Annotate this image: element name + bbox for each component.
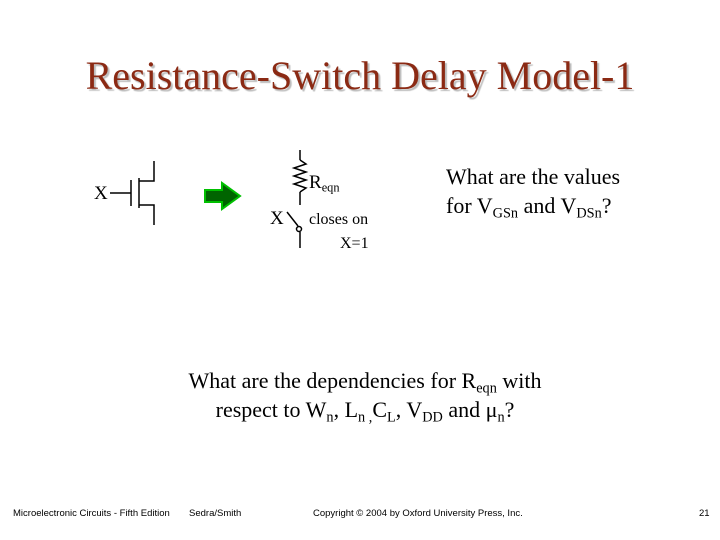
- footer-page-number: 21: [699, 508, 710, 519]
- question-line: for $V_{GSn}$ and $V_{DSn}$?: [446, 193, 612, 222]
- resistor-label: $R_{eqn}$: [309, 172, 340, 195]
- question-line: respect to $W_n$, $L_{n ,}C_L$, $V_{DD}$ and $\mu_n$?: [215, 397, 515, 426]
- question-dependencies: [0, 366, 720, 424]
- switch-caption-line1: closes on: [309, 211, 369, 228]
- slide-title: Resistance-Switch Delay Model-1: [85, 53, 635, 98]
- transform-arrow: [205, 183, 240, 209]
- footer-copyright: Copyright © 2004 by Oxford University Press, Inc.: [313, 508, 523, 519]
- resistor-symbol: [294, 150, 306, 205]
- question-vgs-vds: [446, 162, 620, 220]
- transistor-gate-label: X: [94, 183, 108, 204]
- switch-symbol: [287, 212, 302, 248]
- footer-book-title: Microelectronic Circuits - Fifth Edition: [13, 508, 170, 519]
- switch-gate-label: X: [270, 208, 284, 229]
- footer-authors: Sedra/Smith: [189, 508, 242, 519]
- question-line: What are the values: [446, 164, 621, 189]
- question-line: What are the dependencies for $R_{eqn}$ with: [188, 368, 542, 397]
- mu-symbol: μ: [485, 397, 498, 422]
- nmos-transistor-symbol: [110, 161, 154, 225]
- switch-caption-line2: X=1: [340, 235, 369, 252]
